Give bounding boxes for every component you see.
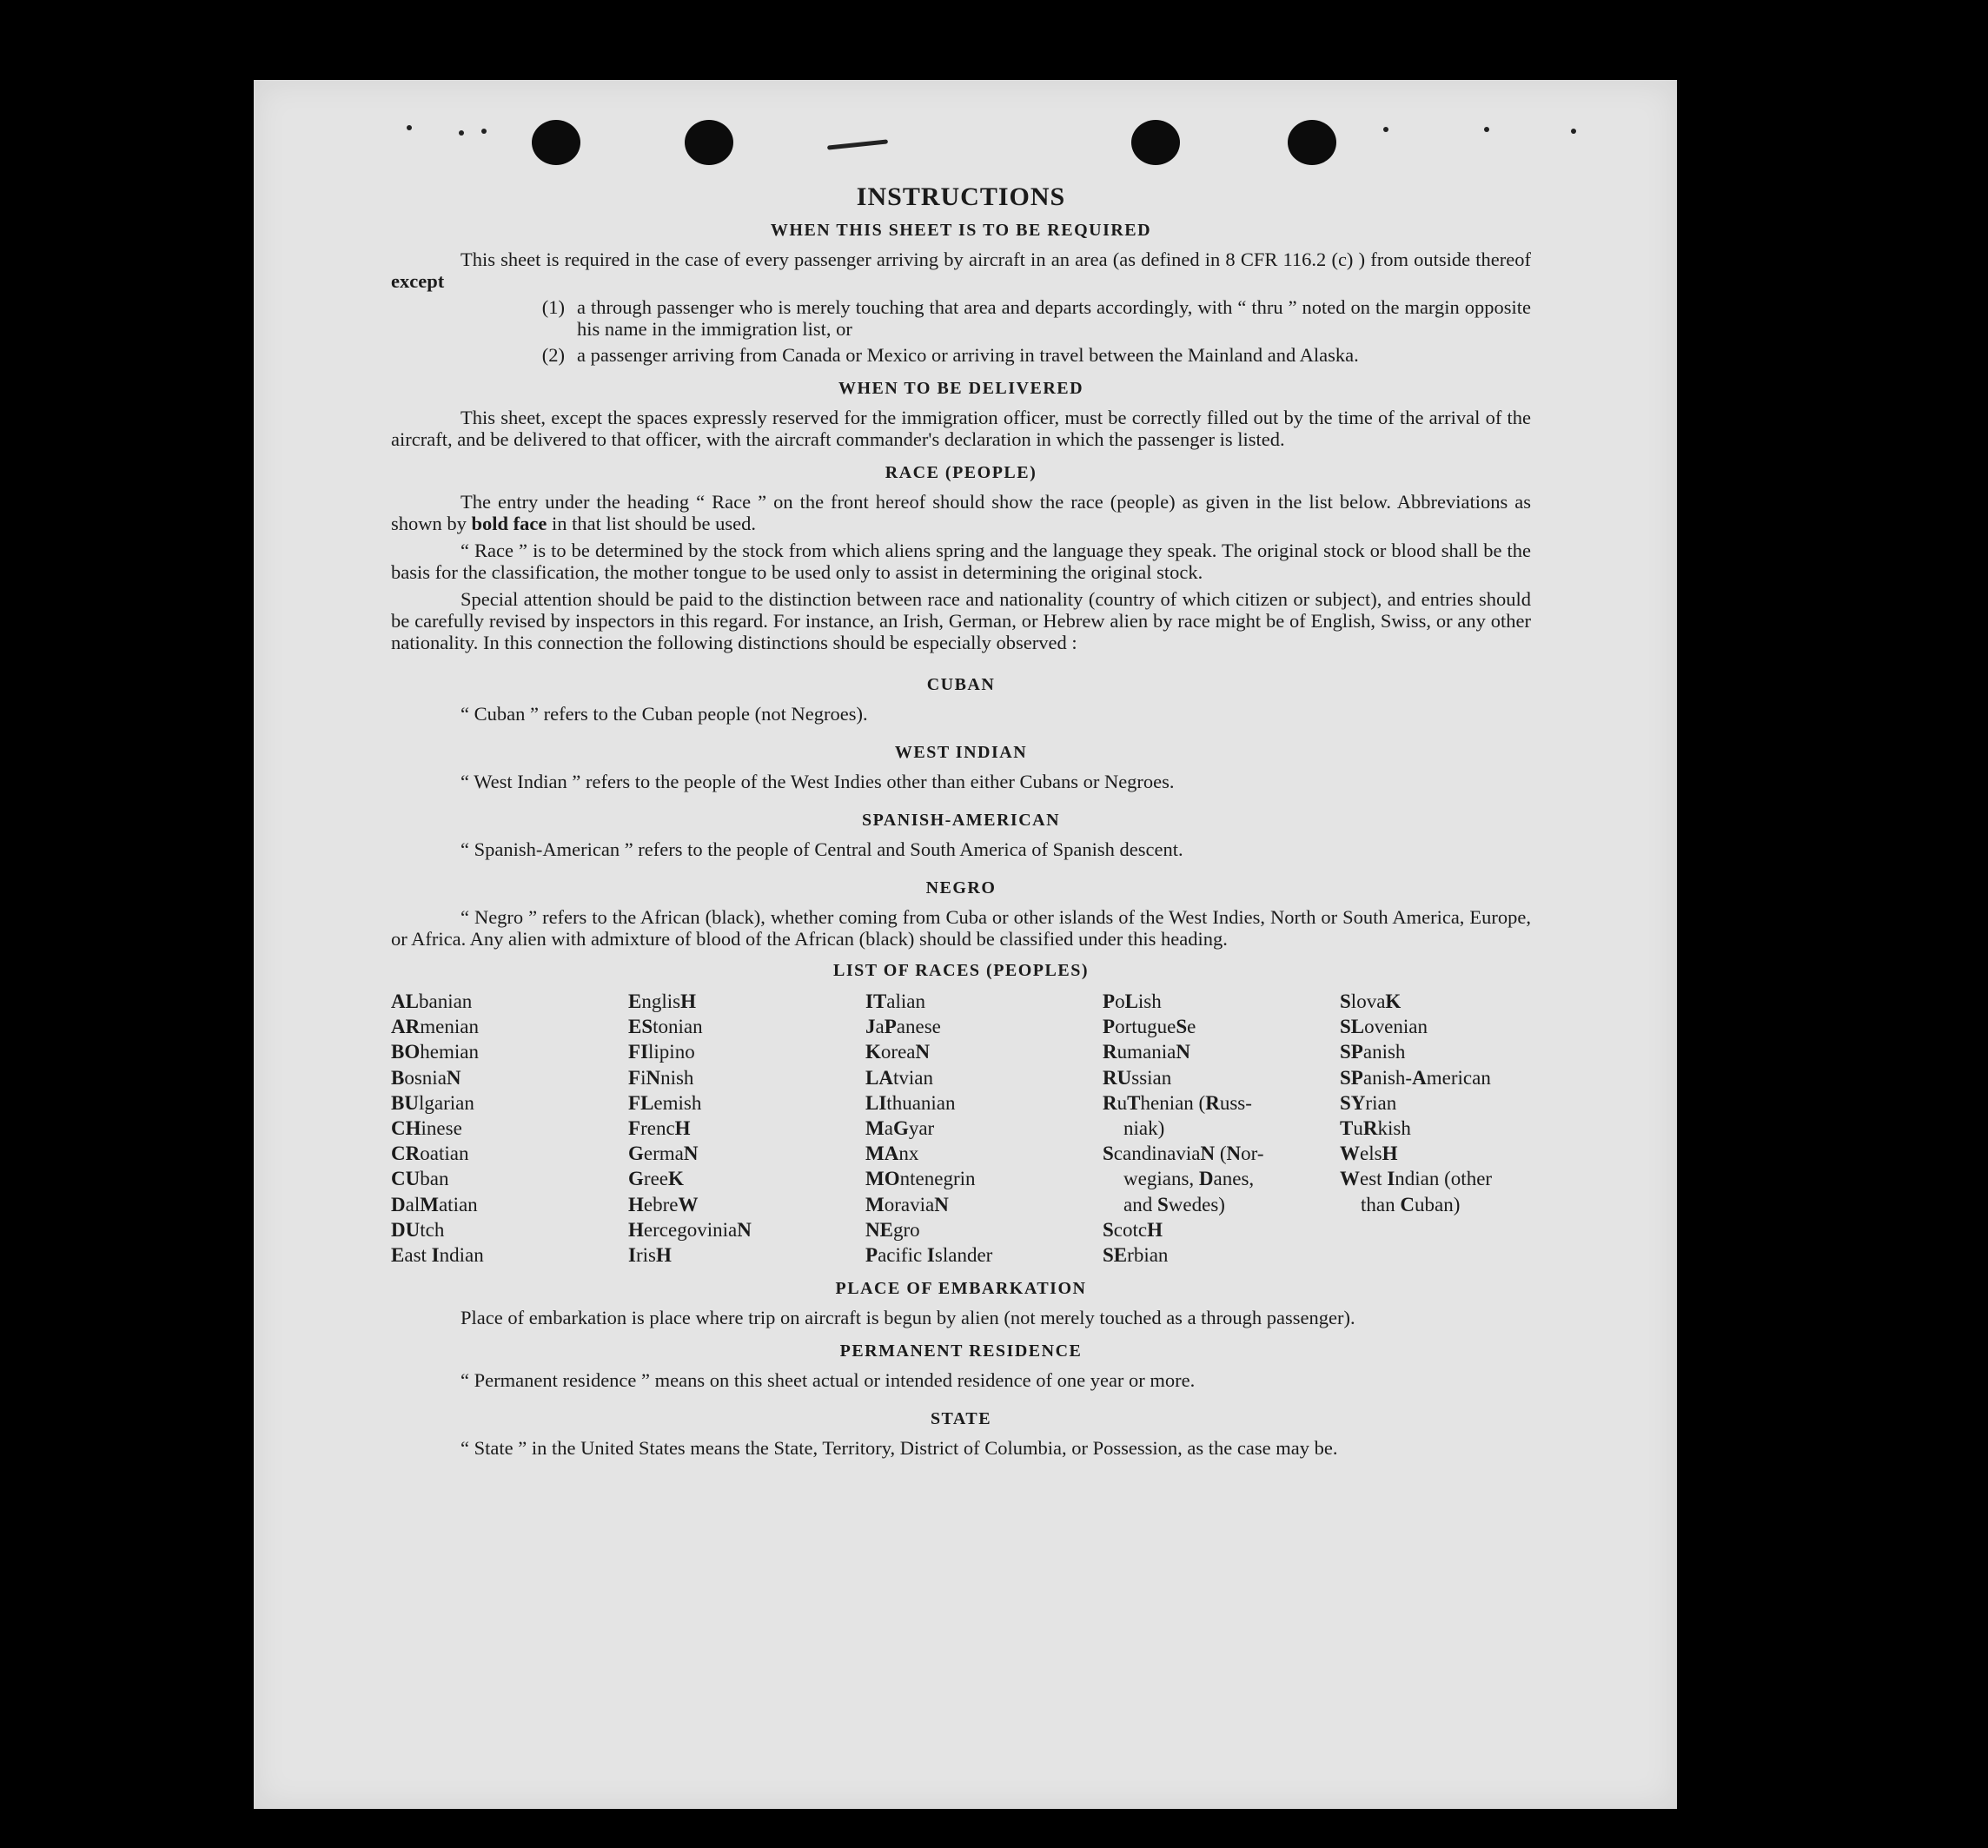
heading-required: WHEN THIS SHEET IS TO BE REQUIRED (770, 221, 1152, 240)
race-entry: West Indian (other (1340, 1168, 1493, 1190)
race-entry: PortugueSe (1103, 1016, 1196, 1038)
race-entry: DalMatian (391, 1193, 478, 1215)
race-entry: RuThenian (Russ- (1103, 1091, 1252, 1114)
heading-negro: NEGRO (925, 878, 997, 898)
race-entry: ALbanian (391, 990, 473, 1012)
race-entry: SLovenian (1340, 1016, 1428, 1038)
race-entry: CRoatian (391, 1143, 469, 1165)
page-title: INSTRUCTIONS (856, 182, 1066, 211)
race-entry: SlovaK (1340, 990, 1402, 1012)
race-entry: HebreW (628, 1193, 699, 1215)
punch-hole (532, 120, 580, 165)
speck (407, 125, 412, 130)
race-entry: MOntenegrin (865, 1168, 976, 1190)
race-entry: ScotcH (1103, 1218, 1163, 1241)
speck (1571, 129, 1576, 134)
race-entry: NEgro (865, 1218, 920, 1241)
race-entry: ScandinaviaN (Nor- (1103, 1143, 1264, 1165)
race-entry: Pacific Islander (865, 1244, 993, 1267)
race-entry: FLemish (628, 1091, 702, 1114)
races-column (1340, 989, 1531, 1268)
race-entry: LIthuanian (865, 1091, 956, 1114)
negro-text: “ Negro ” refers to the African (black), whether coming from Cuba or other islands of the West Indies, North or South America, Europe, or Africa. Any alien with admixture of blood of the African (black) should be classified under this heading. (391, 906, 1531, 950)
races-column (628, 989, 865, 1268)
embarkation-text: Place of embarkation is place where trip on aircraft is begun by alien (not merely touched as a through passenger). (461, 1307, 1355, 1329)
exception-item: (2) a passenger arriving from Canada or Mexico or arriving in travel between the Mainland and Alaska. (541, 344, 1359, 366)
race-entry: BUlgarian (391, 1091, 474, 1114)
race-entry: than Cuban) (1361, 1193, 1461, 1215)
cuban-text: “ Cuban ” refers to the Cuban people (not Negroes). (461, 703, 868, 725)
punch-hole (1131, 120, 1180, 165)
races-column (391, 989, 628, 1268)
race-entry: RumaniaN (1103, 1041, 1190, 1063)
race-entry: FIlipino (628, 1041, 695, 1063)
punch-hole (1288, 120, 1336, 165)
heading-embarkation: PLACE OF EMBARKATION (835, 1279, 1087, 1299)
races-column (1103, 989, 1340, 1268)
race-entry: EStonian (628, 1016, 703, 1038)
race-entry: LAtvian (865, 1066, 933, 1089)
delivered-text: This sheet, except the spaces expressly reserved for the immigration officer, must be correctly filled out by the time of the arrival of the aircraft, and be delivered to that officer, with the aircraft commander's declaration in which the passenger is listed. (391, 407, 1531, 450)
race-entry: SPanish (1340, 1041, 1406, 1063)
ink-mark (827, 139, 888, 149)
race-entry: MaGyar (865, 1117, 935, 1140)
west-indian-text: “ West Indian ” refers to the people of the West Indies other than either Cubans or Negroes. (461, 771, 1175, 792)
race-entry: ARmenian (391, 1016, 479, 1038)
residence-text: “ Permanent residence ” means on this sheet actual or intended residence of one year or more. (461, 1369, 1196, 1392)
races-list (391, 989, 1531, 1268)
race-entry: WelsH (1340, 1143, 1398, 1165)
race-entry: wegians, Danes, (1123, 1168, 1255, 1190)
speck (481, 129, 487, 134)
race-entry: PoLish (1103, 990, 1162, 1012)
race-entry: BosniaN (391, 1066, 461, 1089)
instructions-content (391, 182, 1531, 1460)
race-entry: FrencH (628, 1117, 691, 1140)
document-sheet (254, 80, 1677, 1809)
speck (1484, 127, 1489, 132)
heading-west-indian: WEST INDIAN (894, 743, 1028, 762)
race-entry: CHinese (391, 1117, 462, 1140)
race-entry: EnglisH (628, 990, 696, 1012)
race-entry: FiNnish (628, 1066, 694, 1089)
heading-races-list: LIST OF RACES (PEOPLES) (832, 961, 1089, 980)
race-entry: HercegoviniaN (628, 1218, 752, 1241)
race-entry: IrisH (628, 1244, 672, 1267)
heading-residence: PERMANENT RESIDENCE (839, 1341, 1083, 1361)
race-entry: ITalian (865, 990, 926, 1012)
race-entry: SYrian (1340, 1091, 1397, 1114)
race-entry: East Indian (391, 1244, 484, 1267)
required-intro: This sheet is required in the case of every passenger arriving by aircraft in an area (as defined in 8 CFR 116.2 (c) ) from outside thereof except (391, 248, 1531, 292)
speck (1383, 127, 1388, 132)
race-entry: DUtch (391, 1218, 445, 1241)
race-entry: niak) (1123, 1117, 1165, 1140)
race-paragraph: The entry under the heading “ Race ” on the front hereof should show the race (people) as given in the list below. Abbreviations as shown by bold face in that list should be used. (391, 491, 1531, 534)
race-paragraph: “ Race ” is to be determined by the stock from which aliens spring and the language they speak. The original stock or blood shall be the basis for the classification, the mother tongue to be used only to assist in determining the original stock. (391, 540, 1531, 583)
heading-cuban: CUBAN (926, 675, 996, 694)
heading-race: RACE (PEOPLE) (885, 463, 1037, 482)
state-text: “ State ” in the United States means the State, Territory, District of Columbia, or Possession, as the case may be. (461, 1437, 1338, 1460)
speck (459, 130, 464, 136)
race-entry: JaPanese (865, 1016, 941, 1038)
race-entry: BOhemian (391, 1041, 479, 1063)
exception-item: (1) a through passenger who is merely touching that area and departs accordingly, with “ thru ” noted on the margin opposite his name in the immigration list, or (541, 296, 1531, 340)
heading-spanish-american: SPANISH-AMERICAN (861, 811, 1061, 830)
race-entry: TuRkish (1340, 1117, 1411, 1140)
races-column (865, 989, 1103, 1268)
race-entry: GreeK (628, 1168, 684, 1190)
punch-hole (685, 120, 733, 165)
race-entry: MoraviaN (865, 1193, 949, 1215)
spanish-american-text: “ Spanish-American ” refers to the people of Central and South America of Spanish descent. (461, 838, 1183, 860)
heading-state: STATE (930, 1409, 992, 1429)
heading-delivered: WHEN TO BE DELIVERED (838, 379, 1084, 398)
race-entry: and Swedes) (1123, 1193, 1225, 1215)
race-entry: CUban (391, 1168, 449, 1190)
race-entry: GermaN (628, 1143, 699, 1165)
race-entry: KoreaN (865, 1041, 931, 1063)
race-entry: SErbian (1103, 1244, 1169, 1267)
race-entry: SPanish-American (1340, 1066, 1491, 1089)
race-entry: RUssian (1103, 1066, 1172, 1089)
race-entry: MAnx (865, 1143, 919, 1165)
race-paragraph: Special attention should be paid to the distinction between race and nationality (country of which citizen or subject), and entries should be carefully revised by inspectors in this regard. For instance, an Irish, German, or Hebrew alien by race might be of English, Swiss, or any other nationality. In this connection the following distinctions should be especially observed : (391, 588, 1531, 653)
